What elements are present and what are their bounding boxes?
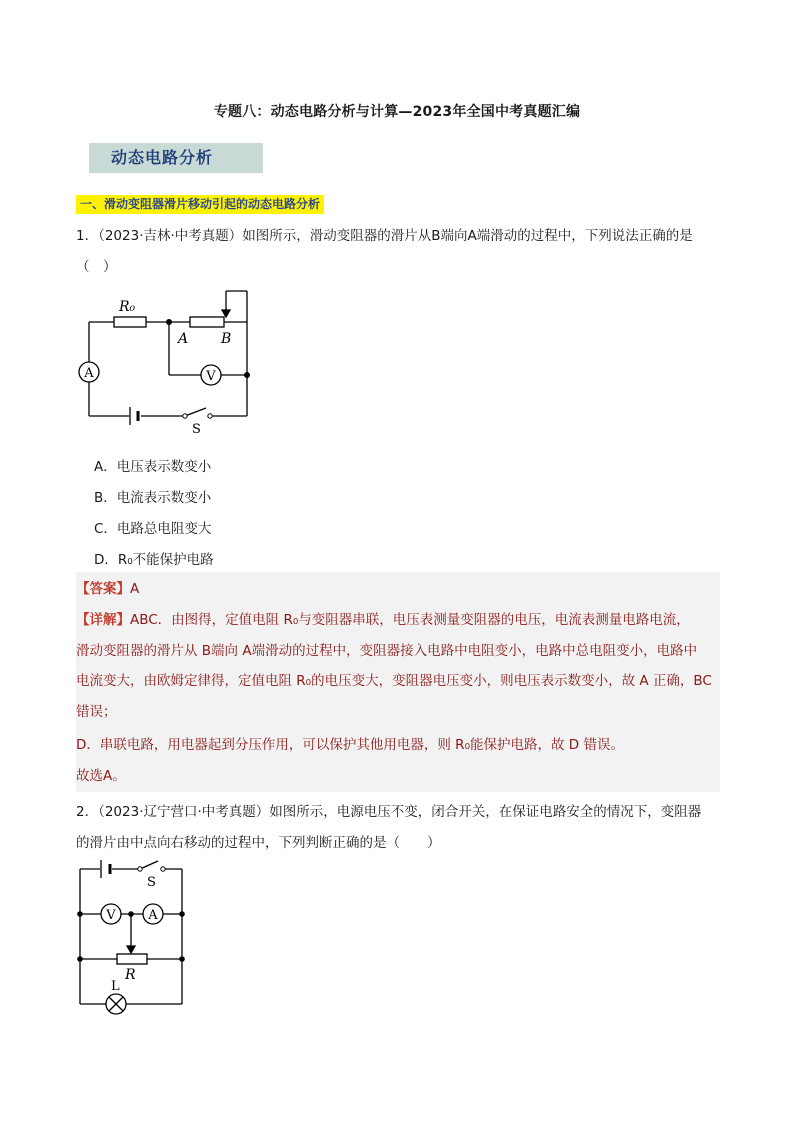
q1-option-d: D．R₀不能保护电路: [94, 552, 214, 568]
q1-detail-line2: 滑动变阻器的滑片从 B端向 A端滑动的过程中，变阻器接入电路中电阻变小，电路中总电阻变小，电路中: [76, 643, 698, 659]
q1-voltmeter-label: V: [206, 369, 216, 384]
q1-answer-line: [76, 574, 720, 604]
q1-detail-line4: 错误；: [76, 704, 117, 720]
q1-ammeter-label: A: [84, 366, 94, 381]
q1-option-c: C．电路总电阻变大: [94, 521, 212, 537]
q2-lamp-label: L: [111, 979, 120, 994]
q2-ammeter-label: A: [148, 908, 158, 923]
page-title: 专题八：动态电路分析与计算—2023年全国中考真题汇编: [213, 104, 581, 120]
q1-stem-line2: （ ）: [76, 259, 117, 275]
q1-circuit-diagram: [74, 288, 264, 438]
q1-point-b-label: B: [221, 331, 232, 347]
answer-label: 【答案】: [76, 581, 130, 597]
q1-option-a: A．电压表示数变小: [94, 459, 212, 475]
q1-detail-line3: 电流变大，由欧姆定律得，定值电阻 R₀的电压变大，变阻器电压变小，则电压表示数变小，故 A 正确，BC: [76, 673, 712, 689]
q2-stem-line1: 2．（2023·辽宁营口·中考真题）如图所示，电源电压不变，闭合开关，在保证电路安全的情况下，变阻器: [76, 804, 702, 820]
q1-detail-line1: [76, 605, 720, 635]
q2-stem-line2: 的滑片由中点向右移动的过程中，下列判断正确的是（ ）: [76, 835, 441, 851]
q2-switch-label: S: [147, 875, 156, 890]
subsection-heading: 一、滑动变阻器滑片移动引起的动态电路分析: [76, 195, 324, 214]
q1-stem-line1: 1．（2023·吉林·中考真题）如图所示，滑动变阻器的滑片从B端向A端滑动的过程中，下列说法正确的是: [76, 228, 693, 244]
q2-circuit-diagram: [70, 856, 200, 1021]
detail-text: ABC．由图得，定值电阻 R₀与变阻器串联，电压表测量变阻器的电压，电流表测量电路电流，: [130, 612, 690, 628]
q1-r0-label: R₀: [119, 299, 136, 315]
section-banner: 动态电路分析: [89, 143, 263, 173]
q1-point-a-label: A: [178, 331, 189, 347]
q1-option-b: B．电流表示数变小: [94, 490, 212, 506]
detail-label: 【详解】: [76, 612, 130, 628]
q1-detail-line5: D．串联电路，用电器起到分压作用，可以保护其他用电器，则 R₀能保护电路，故 D 错误。: [76, 737, 624, 753]
answer-value: A: [130, 581, 140, 597]
q2-r-label: R: [125, 967, 136, 983]
q2-voltmeter-label: V: [106, 908, 116, 923]
q1-switch-label: S: [192, 422, 201, 437]
q1-detail-line6: 故选A。: [76, 768, 126, 784]
